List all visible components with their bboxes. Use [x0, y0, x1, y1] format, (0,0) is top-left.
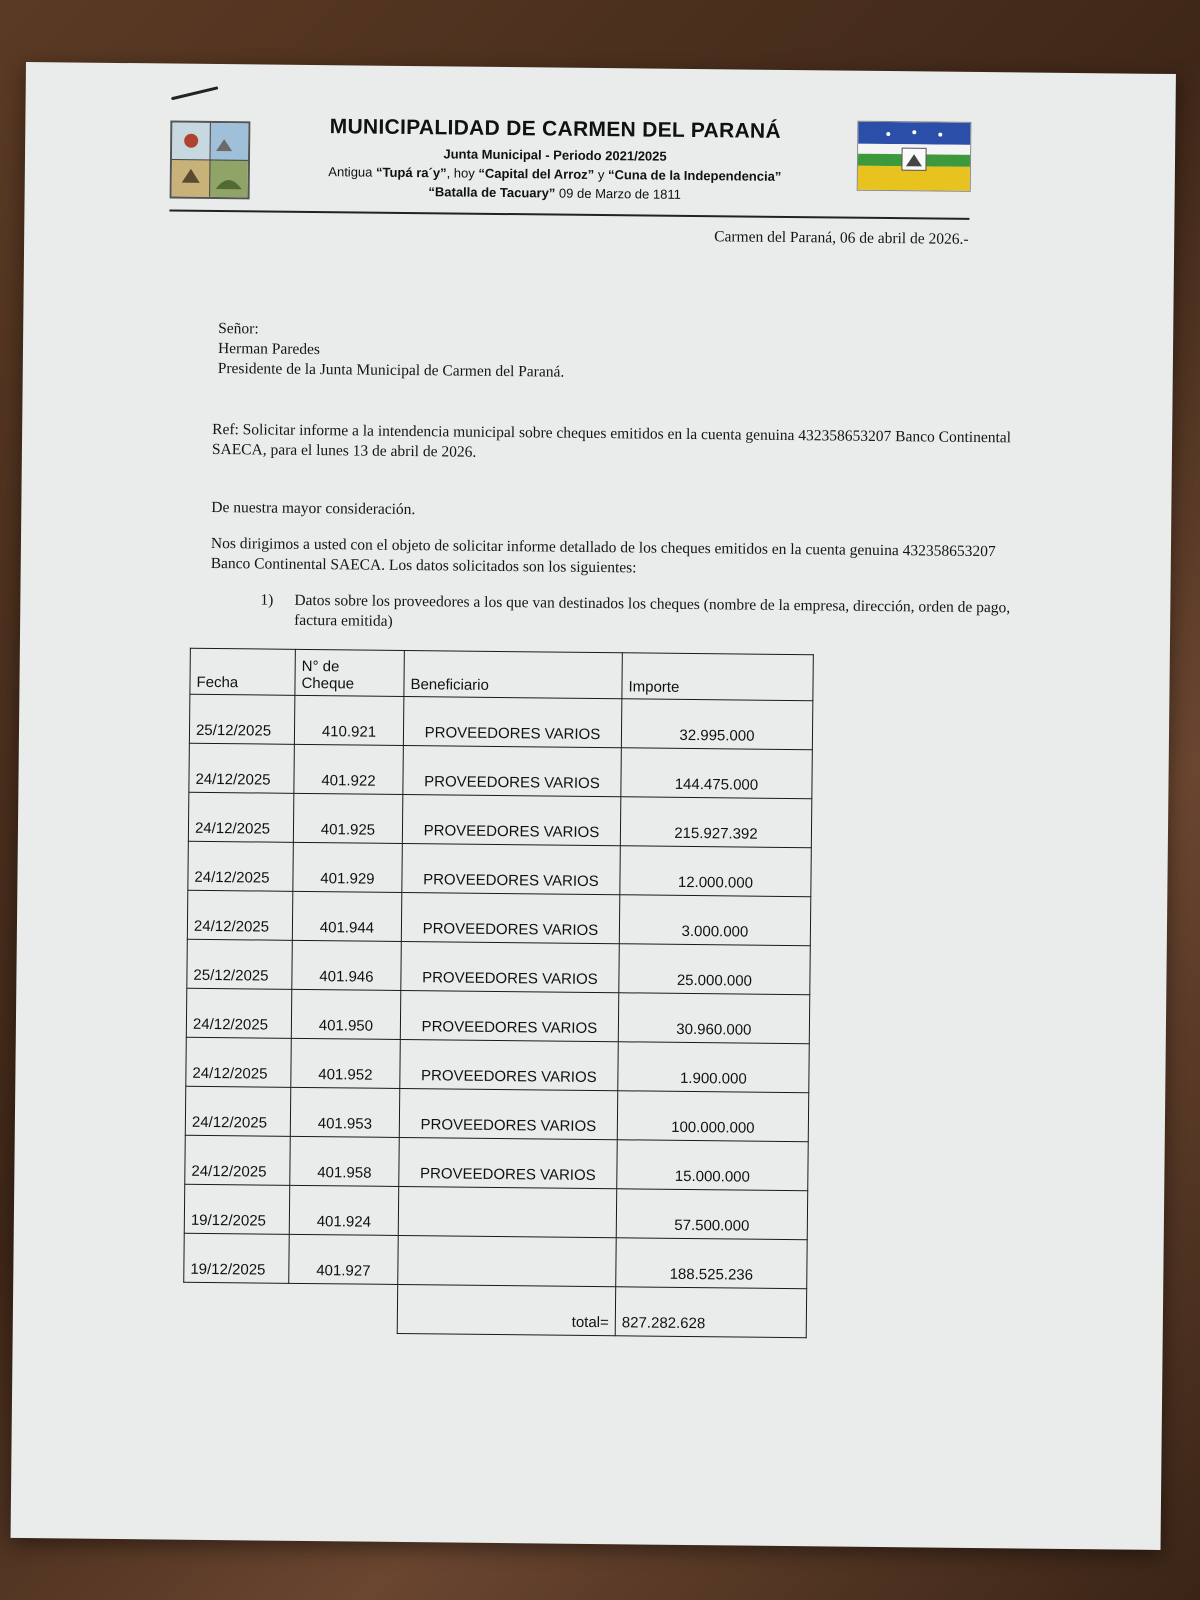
cell-beneficiario: PROVEEDORES VARIOS [403, 696, 622, 747]
municipal-crest-icon [170, 121, 251, 200]
letterhead-battle [265, 183, 845, 204]
table-row [186, 1037, 809, 1093]
reference-line: Ref: Solicitar informe a la intendencia municipal sobre cheques emitidos en la cuenta genuina 432358653207 Banco Continental SAECA, para el lunes 13 de abril de 2026. [211, 420, 1012, 461]
motto-mid2: y [597, 166, 605, 183]
cell-fecha: 25/12/2025 [189, 694, 295, 744]
cell-fecha: 19/12/2025 [184, 1184, 290, 1234]
total-label: total= [397, 1284, 616, 1335]
cell-fecha: 25/12/2025 [187, 939, 293, 989]
cell-beneficiario: PROVEEDORES VARIOS [400, 990, 619, 1041]
cell-fecha: 24/12/2025 [185, 1086, 291, 1136]
cell-fecha: 19/12/2025 [184, 1233, 290, 1283]
cell-beneficiario: PROVEEDORES VARIOS [401, 892, 620, 943]
header-divider [169, 210, 969, 220]
recipient-block [218, 319, 565, 383]
table-row [186, 988, 809, 1044]
cell-cheque: 401.958 [290, 1136, 400, 1186]
body-paragraph: Nos dirigimos a usted con el objeto de solicitar informe detallado de los cheques emitidos en la cuenta genuina 432358653207 Banco Continental SAECA. Los datos solicitados son los siguientes: [210, 534, 996, 577]
motto-mid1: , hoy [446, 165, 475, 181]
cell-importe: 32.995.000 [621, 699, 813, 750]
item-number: 1) [260, 591, 274, 609]
table-header-row [190, 648, 813, 701]
cell-fecha: 24/12/2025 [189, 743, 295, 793]
cell-beneficiario: PROVEEDORES VARIOS [401, 941, 620, 992]
cell-importe: 57.500.000 [616, 1189, 808, 1240]
battle-date: 09 de Marzo de 1811 [558, 185, 681, 202]
cell-beneficiario: PROVEEDORES VARIOS [400, 1039, 619, 1090]
cell-cheque: 401.950 [291, 989, 401, 1039]
letter-date: Carmen del Paraná, 06 de abril de 2026.- [714, 228, 969, 248]
cell-beneficiario: PROVEEDORES VARIOS [403, 745, 622, 796]
table-row [185, 1135, 808, 1191]
cell-beneficiario: PROVEEDORES VARIOS [402, 794, 621, 845]
table-row [188, 792, 811, 848]
header-fecha: Fecha [190, 648, 295, 695]
cell-beneficiario: PROVEEDORES VARIOS [399, 1088, 618, 1139]
table-row [184, 1184, 807, 1240]
cell-importe: 30.960.000 [618, 993, 810, 1044]
item-text: Datos sobre los proveedores a los que van destinados los cheques (nombre de la empresa, dirección, orden de pago, factura emitida) [294, 591, 1011, 630]
table-row [184, 1233, 807, 1289]
header-beneficiario: Beneficiario [404, 650, 622, 698]
municipal-flag-icon [857, 121, 972, 192]
motto-tupa: “Tupá ra´y” [375, 164, 447, 181]
cell-importe: 144.475.000 [621, 748, 813, 799]
cell-fecha: 24/12/2025 [188, 841, 294, 891]
cell-beneficiario: PROVEEDORES VARIOS [402, 843, 621, 894]
request-item-1 [260, 590, 1030, 630]
cell-cheque: 401.927 [289, 1234, 399, 1284]
motto-arroz: “Capital del Arroz” [478, 165, 595, 182]
header-cheque [295, 649, 404, 696]
cell-cheque: 401.952 [291, 1038, 401, 1088]
cell-importe: 3.000.000 [619, 895, 811, 946]
table-row [187, 890, 810, 946]
cell-importe: 215.927.392 [620, 797, 812, 848]
greeting: De nuestra mayor consideración. [211, 498, 416, 519]
cell-beneficiario [398, 1235, 617, 1286]
cell-importe: 100.000.000 [617, 1091, 809, 1142]
cell-fecha: 24/12/2025 [185, 1135, 291, 1185]
cell-fecha: 24/12/2025 [186, 1037, 292, 1087]
header-importe: Importe [622, 653, 813, 701]
letter-page [11, 62, 1176, 1550]
table-row [187, 939, 810, 995]
cell-fecha: 24/12/2025 [186, 988, 292, 1038]
cell-beneficiario: PROVEEDORES VARIOS [399, 1137, 618, 1188]
cell-cheque: 401.944 [292, 891, 402, 941]
table-row [185, 1086, 808, 1142]
table-row [188, 841, 811, 897]
letterhead-motto [265, 164, 845, 185]
total-spacer [288, 1283, 398, 1333]
cell-cheque: 401.929 [293, 842, 403, 892]
cell-fecha: 24/12/2025 [187, 890, 293, 940]
junta-period: Junta Municipal - Periodo 2021/2025 [443, 146, 667, 164]
header-cheque-line2: Cheque [301, 674, 355, 693]
recipient-name: Herman Paredes [217, 340, 321, 359]
cell-fecha: 24/12/2025 [188, 792, 294, 842]
table-row [189, 694, 812, 750]
cell-importe: 25.000.000 [619, 944, 811, 995]
cell-cheque: 401.924 [289, 1185, 399, 1235]
table-row [189, 743, 812, 799]
battle-name: “Batalla de Tacuary” [428, 184, 556, 201]
cell-importe: 1.900.000 [618, 1042, 810, 1093]
total-value: 827.282.628 [615, 1287, 807, 1338]
cell-cheque: 410.921 [294, 695, 404, 745]
cheques-table [183, 648, 814, 1338]
total-row [183, 1282, 806, 1338]
motto-independencia: “Cuna de la Independencia” [607, 167, 782, 184]
cell-cheque: 401.925 [293, 793, 403, 843]
header-cheque-line1: N° de [301, 657, 340, 676]
municipality-title: MUNICIPALIDAD DE CARMEN DEL PARANÁ [329, 115, 782, 143]
pen-mark [171, 86, 218, 100]
cell-cheque: 401.946 [292, 940, 402, 990]
cell-importe: 15.000.000 [617, 1140, 809, 1191]
cell-importe: 12.000.000 [620, 846, 812, 897]
cell-importe: 188.525.236 [616, 1238, 808, 1289]
cell-beneficiario [398, 1186, 617, 1237]
total-spacer [183, 1282, 289, 1332]
motto-prefix: Antigua [328, 164, 373, 180]
letterhead [265, 115, 846, 204]
recipient-title: Presidente de la Junta Municipal de Carmen del Paraná. [217, 360, 565, 381]
cell-cheque: 401.922 [294, 744, 404, 794]
salutation: Señor: [218, 320, 259, 338]
cell-cheque: 401.953 [290, 1087, 400, 1137]
